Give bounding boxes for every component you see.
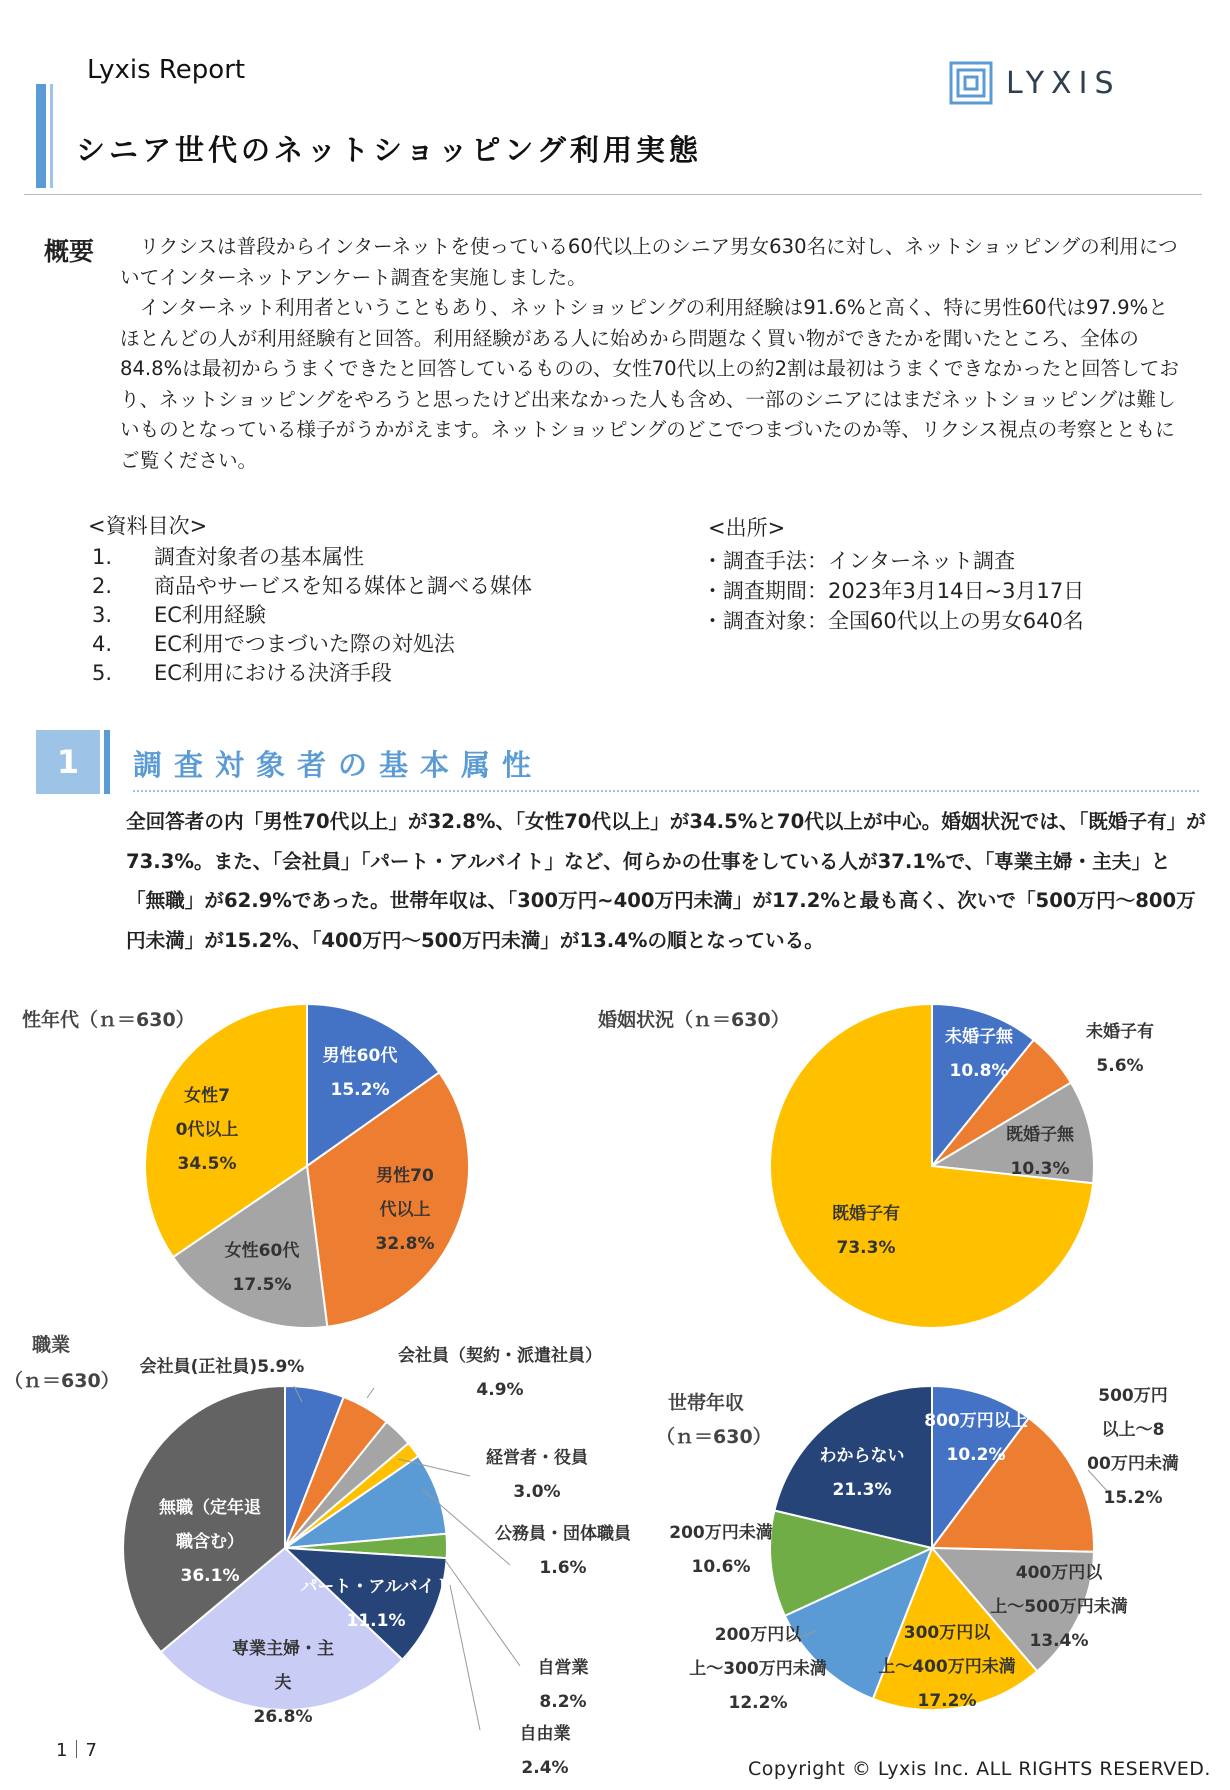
slice-label: わからない 21.3%	[819, 1446, 905, 1500]
toc-item-number: 2.	[92, 574, 113, 598]
slice-label: 無職（定年退職含む） 36.1%	[159, 1498, 261, 1586]
toc-heading: <資料目次>	[88, 514, 208, 538]
pie-marital	[770, 1004, 1154, 1328]
toc-item-number: 1.	[92, 545, 113, 569]
slice-label: 400万円以上～500万円未満 13.4%	[990, 1563, 1128, 1651]
slice-label: 300万円以上～400万円未満 17.2%	[878, 1623, 1016, 1711]
slice-label: 自営業 8.2%	[537, 1658, 589, 1712]
source-item: ・調査期間：2023年3月14日~3月17日	[702, 579, 1085, 603]
slice-label: 既婚子無 10.3%	[1006, 1125, 1074, 1179]
toc-item-number: 3.	[92, 603, 113, 627]
summary-paragraph-1: リクシスは普段からインターネットを使っている60代以上のシニア男女630名に対し、ネットショッピングの利用についてインターネットアンケート調査を実施しました。	[120, 235, 1178, 289]
slice-label: 未婚子無 10.8%	[945, 1027, 1013, 1081]
pie-occupation	[123, 1345, 631, 1778]
slice-label: 自由業 2.4%	[519, 1724, 571, 1778]
toc-item-label: EC利用における決済手段	[154, 661, 392, 685]
chart-title-income: 世帯年収	[668, 1392, 745, 1414]
toc-item-label: 調査対象者の基本属性	[154, 545, 364, 569]
summary-paragraph-2: インターネット利用者ということもあり、ネットショッピングの利用経験は91.6%と高く、特に男性60代は97.9%とほとんどの人が利用経験有と回答。利用経験がある人に始めから問題なく買い物ができたかを聞いたところ、全体の84.8%は最初からうまくできたと回答しているものの、女性70代以上の約2割は最初はうまくできなかったと回答しており、ネットショッピングをやろうと思ったけど出来なかった人も含め、一部のシニアにはまだネットショッピングは難しいものとなっている様子がうかがえます。ネットショッピングのどこでつまづいたのか等、リクシス視点の考察とともにご覧ください。	[120, 296, 1179, 472]
toc-item-number: 5.	[92, 661, 113, 685]
summary-label: 概要	[44, 237, 95, 266]
slice-label: 専業主婦・主夫 26.8%	[232, 1639, 334, 1727]
source-item: ・調査手法：インターネット調査	[702, 549, 1016, 573]
page-title: シニア世代のネットショッピング利用実態	[76, 133, 702, 167]
slice-label: パート・アルバイト 11.1%	[300, 1577, 452, 1631]
source-heading: <出所>	[708, 516, 786, 540]
page-number: 1｜7	[56, 1740, 97, 1761]
slice-label: 経営者・役員 3.0%	[486, 1448, 588, 1502]
report-label: Lyxis Report	[87, 55, 246, 85]
slice-label: 200万円未満 10.6%	[669, 1523, 773, 1577]
chart-title-marital: 婚姻状況（ｎ＝630）	[598, 1009, 790, 1031]
chart-subtitle-income: （ｎ＝630）	[656, 1426, 772, 1448]
logo-text: LYXIS	[1006, 66, 1121, 101]
slice-label: 会社員(正社員)5.9%	[139, 1357, 305, 1377]
source-item: ・調査対象：全国60代以上の男女640名	[702, 609, 1084, 633]
section-text: 全回答者の内「男性70代以上」が32.8%、「女性70代以上」が34.5%と70代以上が中心。婚姻状況では、「既婚子有」が73.3%。また、「会社員」「パート・アルバイト」など、何らかの仕事をしている人が37.1%で、「専業主婦・主夫」と「無職」が62.9%であった。世帯年収は、「300万円~400万円未満」が17.2%と最も高く、次いで「500万円～800万円未満」が15.2%、「400万円～500万円未満」が13.4%の順となっている。	[126, 810, 1206, 952]
pie-gender-age	[145, 1004, 469, 1328]
slice-label: 会社員（契約・派遣社員） 4.9%	[398, 1346, 602, 1400]
section-title: 調査対象者の基本属性	[133, 748, 544, 782]
slice-label: 200万円以上～300万円未満 12.2%	[689, 1625, 827, 1713]
leader-line	[450, 1585, 480, 1730]
chart-subtitle-occupation: （ｎ＝630）	[4, 1370, 120, 1392]
section-number: 1	[36, 730, 100, 794]
toc-item-number: 4.	[92, 632, 113, 656]
toc-item-label: EC利用でつまづいた際の対処法	[154, 632, 455, 656]
chart-title-occupation: 職業	[32, 1334, 71, 1356]
toc-item-label: 商品やサービスを知る媒体と調べる媒体	[154, 574, 532, 598]
slice-label: 男性60代 15.2%	[322, 1046, 398, 1100]
toc-item-label: EC利用経験	[154, 603, 266, 627]
slice-label: 未婚子有 5.6%	[1086, 1022, 1154, 1076]
slice-label: 公務員・団体職員 1.6%	[495, 1524, 631, 1578]
slice-label: 女性60代 17.5%	[224, 1241, 300, 1295]
slice-label: 既婚子有 73.3%	[832, 1204, 900, 1258]
pie-income	[669, 1386, 1179, 1713]
chart-title-gender-age: 性年代（ｎ＝630）	[22, 1009, 195, 1031]
slice-label: 500万円以上～8 00万円未満 15.2%	[1087, 1386, 1179, 1508]
leader-line	[367, 1388, 374, 1398]
slice-label: 800万円以上 10.2%	[924, 1411, 1028, 1465]
slice-label: 女性7 0代以上 34.5%	[175, 1086, 239, 1174]
copyright: Copyright © Lyxis Inc. ALL RIGHTS RESERVED.	[748, 1758, 1211, 1780]
slice-label: 男性70 代以上 32.8%	[375, 1166, 435, 1254]
